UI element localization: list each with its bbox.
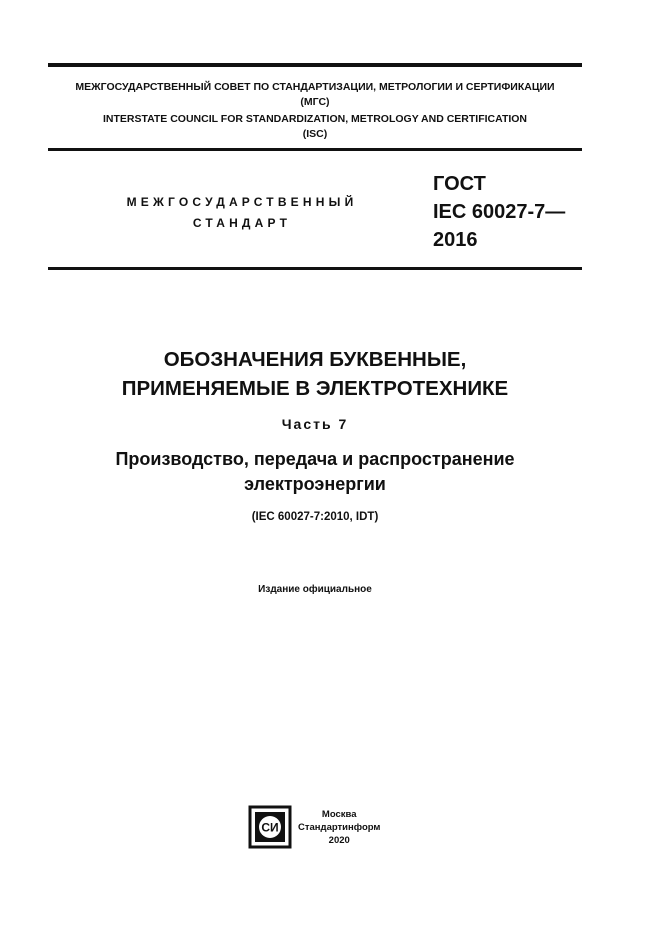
equivalence-reference: (IEC 60027-7:2010, IDT) [251, 511, 379, 523]
document-subtitle [48, 447, 582, 497]
council-en-line1: INTERSTATE COUNCIL FOR STANDARDIZATION, METROLOGY AND CERTIFICATION [102, 113, 528, 125]
council-name-en [48, 112, 582, 142]
publisher-block [248, 805, 380, 849]
publisher-year: 2020 [328, 834, 350, 846]
council-en-abbr: (ISC) [302, 128, 328, 140]
title-line1: ОБОЗНАЧЕНИЯ БУКВЕННЫЕ, [163, 348, 467, 371]
gost-label: ГОСТ [433, 173, 486, 195]
middle-rule [48, 148, 582, 151]
document-title [48, 345, 582, 403]
publisher-logo-icon [248, 805, 292, 849]
lower-rule [48, 267, 582, 270]
standard-kind [95, 192, 389, 234]
council-ru-abbr: (МГС) [300, 96, 330, 108]
gost-year: 2016 [433, 229, 478, 251]
subtitle-line1: Производство, передача и распространение [115, 449, 515, 469]
part-number: Часть 7 [281, 416, 349, 432]
publisher-logo-letters: СИ [261, 820, 279, 835]
council-ru-line1: МЕЖГОСУДАРСТВЕННЫЙ СОВЕТ ПО СТАНДАРТИЗАЦИИ, МЕТРОЛОГИИ И СЕРТИФИКАЦИИ [75, 81, 555, 93]
council-name-ru [48, 80, 582, 110]
document-title-block [48, 345, 582, 525]
title-line2: ПРИМЕНЯЕМЫЕ В ЭЛЕКТРОТЕХНИКЕ [121, 377, 509, 400]
gost-number: IEC 60027-7— [433, 201, 566, 223]
publisher-name: Стандартинформ [298, 821, 381, 833]
top-rule [48, 63, 582, 67]
subtitle-line2: электроэнергии [244, 474, 386, 494]
publisher-city: Москва [321, 808, 357, 820]
publisher-text [298, 808, 380, 847]
standard-kind-line1: МЕЖГОСУДАРСТВЕННЫЙ [126, 195, 358, 209]
standard-kind-line2: СТАНДАРТ [192, 216, 292, 230]
edition-note: Издание официальное [258, 584, 372, 595]
standard-designation [433, 170, 565, 254]
